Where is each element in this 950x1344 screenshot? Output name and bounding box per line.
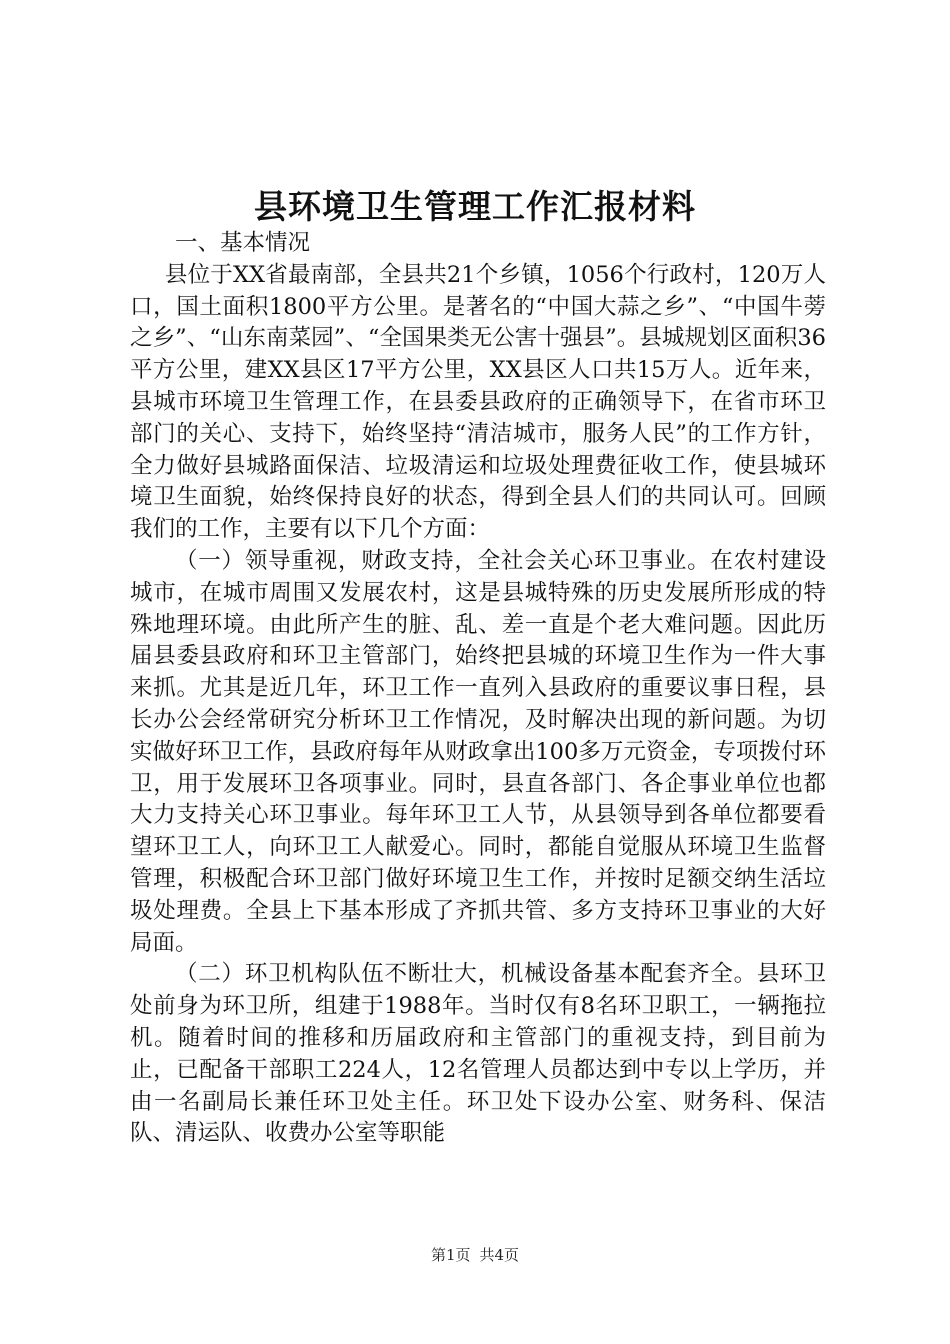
page-footer (0, 1244, 950, 1266)
document-body (130, 228, 826, 1150)
section-heading-basic-info: 一、基本情况 (175, 230, 311, 256)
paragraph-team-equipment: （二）环卫机构队伍不断壮大，机械设备基本配套齐全。县环卫处前身为环卫所，组建于1988年。当时仅有8名环卫职工，一辆拖拉机。随着时间的推移和历届政府和主管部门的重视支持，到目前为止，已配备干部职工224人，12名管理人员都达到中专以上学历，并由一名副局长兼任环卫处主任。环卫处下设办公室、财务科、保洁队、清运队、收费办公室等职能 (130, 961, 826, 1147)
page-number: 第1页 (430, 1246, 471, 1264)
page-total: 共4页 (479, 1246, 520, 1264)
document-title: 县环境卫生管理工作汇报材料 (254, 187, 696, 226)
paragraph-leadership-support: （一）领导重视，财政支持，全社会关心环卫事业。在农村建设城市，在城市周围又发展农村，这是县城特殊的历史发展所形成的特殊地理环境。由此所产生的脏、乱、差一直是个老大难问题。因此历届县委县政府和环卫主管部门，始终把县城的环境卫生作为一件大事来抓。尤其是近几年，环卫工作一直列入县政府的重要议事日程，县长办公会经常研究分析环卫工作情况，及时解决出现的新问题。为切实做好环卫工作，县政府每年从财政拿出100多万元资金，专项拨付环卫，用于发展环卫各项事业。同时，县直各部门、各企事业单位也都大力支持关心环卫事业。每年环卫工人节，从县领导到各单位都要看望环卫工人，向环卫工人献爱心。同时，都能自觉服从环境卫生监督管理，积极配合环卫部门做好环境卫生工作，并按时足额交纳生活垃圾处理费。全县上下基本形成了齐抓共管、多方支持环卫事业的大好局面。 (130, 547, 826, 956)
paragraph-overview: 县位于XX省最南部，全县共21个乡镇，1056个行政村，120万人口，国土面积1800平方公里。是著名的“中国大蒜之乡”、“中国牛蒡之乡”、“山东南菜园”、“全国果类无公害十强县”。县城规划区面积36平方公里，建XX县区17平方公里，XX县区人口共15万人。近年来，县城市环境卫生管理工作，在县委县政府的正确领导下，在省市环卫部门的关心、支持下，始终坚持“清洁城市，服务人民”的工作方针，全力做好县城路面保洁、垃圾清运和垃圾处理费征收工作，使县城环境卫生面貌，始终保持良好的状态，得到全县人们的共同认可。回顾我们的工作，主要有以下几个方面： (130, 261, 826, 543)
